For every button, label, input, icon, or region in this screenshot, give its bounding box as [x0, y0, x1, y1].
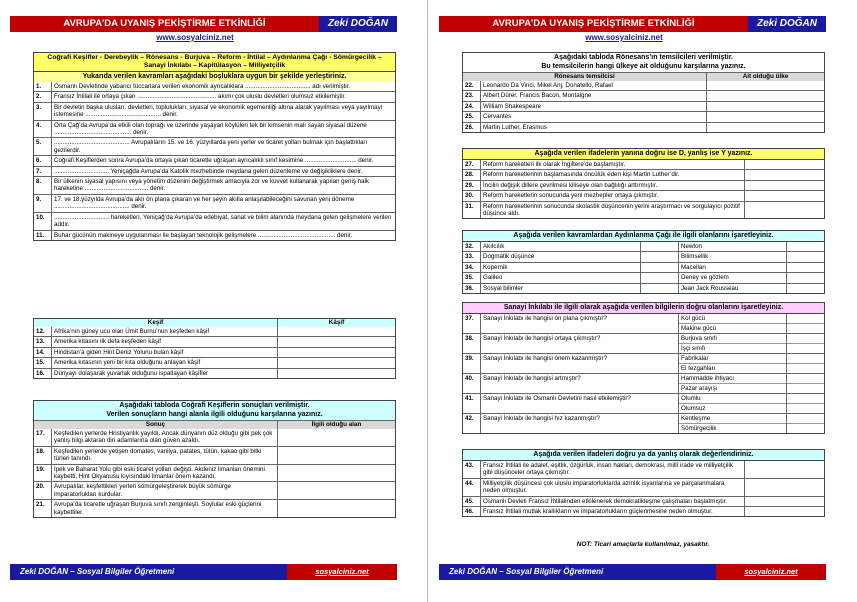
answer-field[interactable] — [277, 447, 395, 464]
option-a: Dogmatik düşünce — [483, 253, 535, 261]
answer-field[interactable] — [277, 337, 395, 346]
option-label: Kol gücü — [679, 314, 786, 324]
question-number: 16. — [34, 369, 52, 378]
question-text: ................................ hareketleri, Yeniçağ’da Avrupa’da edebiyat, sanat ve bilim alanında meydana gelen gelişmelere verilen addır. — [54, 213, 392, 229]
question-number: 26. — [463, 123, 481, 132]
question-number: 19. — [34, 465, 52, 482]
fill-row — [34, 91, 395, 101]
discovery-header — [34, 319, 395, 327]
question-text: Buhar gücünün makineye uygulanması ile başlayan teknolojik gelişmelere ............................................. denir. — [54, 231, 353, 239]
option-label: Pazar arayışı — [681, 385, 718, 392]
industrial-section — [462, 302, 825, 434]
option-checkbox[interactable] — [787, 334, 824, 344]
question-number: 45. — [463, 497, 481, 506]
question-text: Afrika’nın güney ucu olan Ümit Burnu’nun keşfeden kâşif — [54, 328, 210, 335]
option-checkboxes — [786, 314, 824, 333]
question-text: ................................ Yeniçağda Avrupa’da Katolik mezhebinde meydana gelen düzenleme ve değişikliklere denir. — [54, 167, 363, 175]
option-checkbox[interactable] — [787, 344, 824, 353]
footer-link[interactable]: sosyalciniz.net — [287, 564, 397, 580]
option-b: Deney ve gözlem — [678, 273, 786, 282]
option-a: Sosyal bilimler — [483, 284, 523, 292]
industrial-row — [463, 353, 824, 373]
question-number: 25. — [463, 112, 481, 121]
option-b-checkbox[interactable] — [786, 252, 824, 261]
fill-row — [34, 155, 395, 165]
question-number: 24. — [463, 102, 481, 111]
results-title-2: Verilen sonuçların hangi alanla ilgili olduğunu karşılarına yazınız. — [34, 411, 395, 420]
answer-field[interactable] — [706, 102, 824, 111]
question-text: Albert Dürer, Francis Bacon, Montaigne — [483, 92, 592, 100]
question-number: 38. — [463, 334, 481, 353]
renaissance-rows — [463, 81, 824, 132]
option-a-checkbox[interactable] — [640, 263, 678, 272]
question-number: 20. — [34, 482, 52, 499]
fill-rows — [34, 82, 395, 240]
option-a-checkbox[interactable] — [640, 273, 678, 282]
option-a: Galileo — [483, 274, 503, 282]
question-number: 34. — [463, 263, 481, 272]
question-number: 30. — [463, 191, 481, 200]
option-label: Olumlu — [679, 394, 786, 404]
question-number: 10. — [34, 213, 52, 230]
options — [678, 374, 786, 393]
option-checkbox[interactable] — [787, 324, 824, 333]
answer-field[interactable] — [277, 348, 395, 357]
enlightenment-rows — [463, 242, 824, 293]
fill-row — [34, 120, 395, 138]
revolution-rows — [463, 461, 824, 516]
answer-field[interactable] — [706, 81, 824, 90]
question-text: Sanayi İnkılabı ile hangisi ortaya çıkmıştır? — [483, 335, 601, 342]
option-label: Sömürgecilik — [681, 425, 717, 432]
header-author: Zeki DOĞAN — [319, 16, 397, 32]
page-footer — [439, 564, 826, 580]
question-text: Keşfedilen yerlerde Hristiyanlık yayıldı. Ancak dünyanın düz olduğu gibi pek çok yanlış bilgi aktaran din adamlarına olan güven azaldı. — [54, 430, 273, 445]
question-text: İpek ve Baharat Yolu gibi eski ticaret yolları değişti. Akdeniz limanları önemini kaybetti, Hint Okyanusu kıyısındaki limanlar önem kazandı. — [54, 465, 265, 481]
question-number: 7. — [34, 167, 52, 176]
discovery-row — [34, 357, 395, 367]
discovery-row — [34, 347, 395, 357]
answer-field[interactable] — [706, 123, 824, 132]
fill-section — [33, 52, 396, 241]
question-text: Martin Luther, Erasmus — [483, 123, 547, 131]
question-text: Amerika kıtasını ilk defa keşfeden kâşif — [54, 338, 161, 346]
question-text: Dünyayı dolaşarak yuvarlak olduğunu ispatlayan kâşifler — [54, 369, 209, 377]
question-text: Bir ülkenin siyasal yapısını veya yönetim düzenini değiştirmek amacıyla zor ve kuvvet kullanarak yapılan geniş halk hareketine ..................................... denir. — [54, 178, 370, 193]
page-header — [439, 16, 826, 32]
question-number: 43. — [463, 461, 481, 478]
option-checkboxes — [786, 394, 824, 413]
revolution-row — [463, 478, 824, 496]
site-link[interactable]: www.sosyalciniz.net — [156, 33, 234, 42]
option-b-checkbox[interactable] — [786, 242, 824, 251]
option-a: Akılcılık — [483, 243, 505, 250]
option-checkbox[interactable] — [787, 374, 824, 384]
answer-field[interactable] — [744, 160, 824, 169]
question-number: 40. — [463, 374, 481, 393]
enlightenment-row — [463, 272, 824, 282]
answer-field[interactable] — [277, 327, 395, 336]
revolution-row — [463, 506, 824, 516]
option-checkbox[interactable] — [787, 414, 824, 424]
industrial-row — [463, 333, 824, 353]
fill-row — [34, 230, 395, 240]
discovery-row — [34, 336, 395, 346]
answer-field[interactable] — [277, 482, 395, 499]
option-a-checkbox[interactable] — [640, 242, 678, 251]
question-text: ............................................ Avrupalıların 15. ve 16. yüzyıllarda yeni yerler ve ticaret yolları bulmak için başlattıkları gezilerdir. — [54, 139, 368, 154]
left-page — [0, 0, 428, 602]
option-checkbox[interactable] — [787, 364, 824, 373]
renaissance-title-2: Bu temsilcilerin hangi ülkeye ait olduğunu karşılarına yazınız. — [541, 63, 746, 70]
answer-field[interactable] — [744, 479, 824, 496]
options — [678, 314, 786, 333]
question-number: 32. — [463, 242, 481, 251]
fill-row — [34, 212, 395, 230]
option-checkbox[interactable] — [787, 384, 824, 393]
revolution-row — [463, 496, 824, 506]
answer-field[interactable] — [277, 429, 395, 446]
question-number: 14. — [34, 348, 52, 357]
fill-row — [34, 137, 395, 155]
enlightenment-row — [463, 242, 824, 251]
answer-field[interactable] — [277, 358, 395, 367]
question-text: Leonardo Da Vinci, Mikel Anj, Donatello, Rafael — [483, 82, 613, 89]
question-number: 36. — [463, 284, 481, 293]
option-b: Bilimsellik — [678, 252, 786, 261]
option-label: Kentleşme — [679, 414, 786, 424]
usage-note: NOT: Ticari amaçlarla kullanılmaz, yasaktır. — [576, 541, 710, 548]
renaissance-row — [463, 101, 824, 111]
option-checkbox[interactable] — [787, 404, 824, 413]
question-number: 28. — [463, 170, 481, 179]
industrial-row — [463, 413, 824, 433]
fill-row — [34, 82, 395, 91]
question-text: Coğrafi Keşiflerden sonra Avrupa’da ortaya çıkan ticaretle uğraşan ayrıcalıklı sınıf kesimine .............................. denir. — [54, 157, 374, 165]
question-text: Fransız İhtilali ile adalet, eşitlik, özgürlük, insan hakları, demokrasi, millî irade ve milliyetçilik gibi düşünceler ortaya çıkmıştır. — [483, 462, 733, 477]
renaissance-row — [463, 122, 824, 132]
option-a-checkbox[interactable] — [640, 252, 678, 261]
question-number: 8. — [34, 177, 52, 194]
enlightenment-row — [463, 262, 824, 272]
question-number: 35. — [463, 273, 481, 282]
results-title-1: Aşağıdaki tabloda Coğrafi Keşiflerin sonuçları verilmiştir. — [34, 401, 395, 411]
reform-row — [463, 190, 824, 200]
question-text: Sanayi İnkılabı ile hangisi hız kazanmıştır? — [483, 415, 600, 422]
footer-author: Zeki DOĞAN – Sosyal Bilgiler Öğretmeni — [10, 564, 287, 580]
result-row — [34, 446, 395, 464]
question-number: 3. — [34, 103, 52, 120]
option-checkboxes — [786, 354, 824, 373]
question-text: Sanayi İnkılabı ile hangisi ön plana çıkmıştır? — [483, 315, 607, 322]
question-text: Cervantes — [483, 113, 512, 121]
results-section — [33, 400, 396, 518]
question-number: 46. — [463, 507, 481, 516]
result-row — [34, 464, 395, 482]
question-text: Hindistan’a giden Hint Deniz Yolunu bulan kâşif — [54, 348, 184, 356]
question-text: Reform hareketlerinin sonucunda skolastik düşüncenin yerini araştırmacı ve sorgulayıcı pozitif düşünce aldı. — [483, 202, 740, 218]
question-text: Keşfedilen yerlerde yetişen domates, vanilya, patates, tütün, kakao gibi bitki türleri tanındı. — [54, 447, 262, 463]
answer-field[interactable] — [744, 191, 824, 200]
question-number: 18. — [34, 447, 52, 464]
revolution-title: Aşağıda verilen ifadeleri doğru ya da yanlış olarak değerlendiriniz. — [463, 450, 824, 461]
industrial-row — [463, 314, 824, 333]
answer-field[interactable] — [277, 369, 395, 378]
question-text: Fransız İhtilali mutlak krallıkların ve imparatorlukların güçlenmesine neden olmuştur. — [483, 508, 713, 516]
answer-field[interactable] — [277, 465, 395, 482]
option-b: Newton — [678, 242, 786, 251]
renaissance-row — [463, 81, 824, 90]
question-text: Reform hareketlerin sonucunda yeni mezhepler ortaya çıkmıştır. — [483, 192, 659, 200]
renaissance-header — [463, 72, 824, 81]
reform-row — [463, 160, 824, 169]
question-number: 4. — [34, 121, 52, 138]
discovery-section — [33, 318, 396, 379]
question-text: Reform hareketleri ilk olarak İngiltere’de başlamıştır. — [483, 161, 626, 168]
option-b: Jean Jack Rousseau — [678, 284, 786, 293]
options — [678, 334, 786, 353]
footer-link[interactable]: sosyalciniz.net — [716, 564, 826, 580]
page-header — [10, 16, 397, 32]
question-text: Amerika kıtasının yeni bir kıta olduğunu anlayan kâşif — [54, 359, 201, 367]
discovery-row — [34, 327, 395, 336]
site-link[interactable]: www.sosyalciniz.net — [585, 33, 663, 42]
reform-row — [463, 169, 824, 179]
question-text: Sanayi İnkılabı ile Osmanlı Devletini nasıl etkilemiştir? — [483, 395, 631, 402]
fill-row — [34, 176, 395, 194]
option-checkboxes — [786, 414, 824, 433]
right-page — [429, 0, 857, 602]
question-number: 2. — [34, 92, 52, 101]
option-checkboxes — [786, 374, 824, 393]
option-label: Burjuva sınıfı — [679, 334, 786, 344]
results-header — [34, 420, 395, 429]
renaissance-col-temsilci: Rönesans temsilcisi — [554, 73, 615, 80]
option-checkbox[interactable] — [787, 424, 824, 433]
question-text: Fransız İhtilali ile ortaya çıkan .............................................. akımı çok uluslu devletleri olumsuz etkilemiştir. — [54, 93, 346, 101]
result-row — [34, 499, 395, 517]
discovery-col-keşif: Keşif — [147, 319, 164, 326]
revolution-row — [463, 461, 824, 478]
question-number: 13. — [34, 337, 52, 346]
answer-field[interactable] — [744, 461, 824, 478]
question-number: 1. — [34, 82, 52, 91]
answer-field[interactable] — [744, 202, 824, 219]
header-title: AVRUPA’DA UYANIŞ PEKİŞTİRME ETKİNLİĞİ — [439, 16, 748, 32]
question-number: 41. — [463, 394, 481, 413]
results-col-sonuc: Sonuç — [145, 421, 166, 428]
reform-row — [463, 180, 824, 190]
question-number: 6. — [34, 156, 52, 165]
reform-rows — [463, 160, 824, 218]
question-text: Orta Çağ’da Avrupa’da etkili olan toprağı ve üzerinde yaşayan köylüleri tek bir kimsenin malı sayan siyasal düzene ............................................. denir. — [54, 121, 367, 137]
enlightenment-section — [462, 230, 825, 294]
option-label: Olumsuz — [681, 405, 706, 412]
question-text: Bir devletin başka ulusları, devletleri, toplulukları, siyasal ve ekonomik egemenliği altına alarak yayılması veya yayılmayı istemesine ............................................ denir. — [54, 103, 383, 119]
option-b-checkbox[interactable] — [786, 263, 824, 272]
question-text: Osmanlı Devletinde yabancı tüccarlara verilen ekonomik ayrıcalıklara ...................................... adı verilmiştir. — [54, 83, 351, 90]
header-author: Zeki DOĞAN — [748, 16, 826, 32]
reform-section — [462, 148, 825, 219]
option-checkbox[interactable] — [787, 394, 824, 404]
enlightenment-row — [463, 283, 824, 293]
reform-row — [463, 201, 824, 219]
question-text: William Shakespeare — [483, 102, 542, 110]
question-text: İncilin değişik dillere çevrilmesi kiliseye olan bağlılığı arttırmıştır. — [483, 181, 658, 189]
industrial-row — [463, 393, 824, 413]
question-number: 12. — [34, 327, 52, 336]
reform-title: Aşağıda verilen ifadelerin yanına doğru ise D, yanlış ise Y yazınız. — [463, 149, 824, 160]
question-number: 27. — [463, 160, 481, 169]
question-number: 42. — [463, 414, 481, 433]
answer-field[interactable] — [706, 91, 824, 100]
discovery-row — [34, 368, 395, 378]
revolution-section — [462, 449, 825, 517]
option-checkbox[interactable] — [787, 314, 824, 324]
header-title: AVRUPA’DA UYANIŞ PEKİŞTİRME ETKİNLİĞİ — [10, 16, 319, 32]
answer-field[interactable] — [744, 181, 824, 190]
option-label: Makine gücü — [681, 325, 717, 332]
question-number: 29. — [463, 181, 481, 190]
question-number: 23. — [463, 91, 481, 100]
option-b-checkbox[interactable] — [786, 273, 824, 282]
concept-list: Coğrafi Keşifler - Derebeylik – Rönesans - Burjuva – Reform - İhtilal – Aydınlanma Çağı - Sömürgecilik – Sanayi İnkılabı – Kapitülasyon – Milliyetçilik — [34, 53, 395, 72]
question-number: 21. — [34, 500, 52, 517]
industrial-rows — [463, 314, 824, 433]
question-number: 39. — [463, 354, 481, 373]
industrial-row — [463, 373, 824, 393]
question-text: 17. ve 18.yüzyılda Avrupa’da aklı ön plana çıkaran ve her şeyin akılla anlaşılabileceğini savunan yeni döneme ............................................ denir. — [54, 195, 355, 211]
options — [678, 394, 786, 413]
renaissance-row — [463, 111, 824, 121]
renaissance-title-1: Aşağıdaki tabloda Rönesans’ın temsilcileri verilmiştir. — [554, 54, 733, 61]
option-label: Fabrikalar — [679, 354, 786, 364]
option-label: İşçi sınıfı — [681, 345, 706, 352]
answer-field[interactable] — [706, 112, 824, 121]
question-number: 15. — [34, 358, 52, 367]
option-a-checkbox[interactable] — [640, 284, 678, 293]
question-number: 44. — [463, 479, 481, 496]
option-a: Kopernik — [483, 263, 508, 271]
question-number: 5. — [34, 138, 52, 155]
fill-row — [34, 102, 395, 120]
result-row — [34, 429, 395, 446]
answer-field[interactable] — [277, 500, 395, 517]
option-checkbox[interactable] — [787, 354, 824, 364]
answer-field[interactable] — [744, 497, 824, 506]
question-text: Sanayi İnkılabı ile hangisi artmıştır? — [483, 375, 581, 382]
question-number: 11. — [34, 231, 52, 240]
question-number: 17. — [34, 429, 52, 446]
fill-title: Yukarıda verilen kavramları aşağıdaki boşluklara uygun bir şekilde yerleştiriniz. — [34, 72, 395, 82]
renaissance-row — [463, 90, 824, 100]
industrial-title: Sanayi İnkılabı ile ilgili olarak aşağıda verilen bilgilerin doğru olanlarını işaretleyiniz. — [463, 303, 824, 314]
answer-field[interactable] — [744, 507, 824, 516]
fill-row — [34, 194, 395, 212]
option-label: El tezgahları — [681, 365, 716, 372]
renaissance-col-ulke: Ait olduğu ülke — [706, 73, 824, 81]
option-b: Macellan — [678, 263, 786, 272]
option-b-checkbox[interactable] — [786, 284, 824, 293]
renaissance-section — [462, 52, 825, 133]
discovery-rows — [34, 327, 395, 378]
option-label: Hammadde ihtiyacı — [679, 374, 786, 384]
fill-row — [34, 166, 395, 176]
question-number: 22. — [463, 81, 481, 90]
results-col-alan: İlgili olduğu alan — [277, 421, 395, 429]
question-text: Avrupalılar, keşfettikleri yerleri sömürgeleştirerek büyük sömürge imparatorlukları kurdular. — [54, 483, 231, 498]
options — [678, 354, 786, 373]
answer-field[interactable] — [744, 170, 824, 179]
result-row — [34, 481, 395, 499]
option-checkboxes — [786, 334, 824, 353]
question-text: Reform hareketlerinin başlamasında öncülük eden kişi Martin Luther’dir. — [483, 171, 680, 179]
question-text: Avrupa’da ticaretle uğraşan Burjuva sınıfı zenginleşti. Soylular eski güçlerini kaybettiler. — [54, 501, 262, 516]
options — [678, 414, 786, 433]
results-rows — [34, 429, 395, 517]
question-number: 9. — [34, 195, 52, 212]
enlightenment-title: Aşağıda verilen kavramlardan Aydınlanma Çağı ile ilgili olanlarını işaretleyiniz. — [463, 231, 824, 242]
question-number: 37. — [463, 314, 481, 333]
discovery-col-kaşif: Kâşif — [277, 319, 395, 327]
page-footer — [10, 564, 397, 580]
question-number: 31. — [463, 202, 481, 219]
question-text: Sanayi İnkılabı ile hangisi önem kazanmıştır? — [483, 355, 608, 362]
footer-author: Zeki DOĞAN – Sosyal Bilgiler Öğretmeni — [439, 564, 716, 580]
question-text: Milliyetçilik düşüncesi çok uluslu imparatorluklarda azınlık isyanlarına ve parçalanmalara neden olmuştur. — [483, 479, 725, 495]
question-text: Osmanlı Devleti Fransız İhtilalinden etkilenerek demokratikleşme çalışmaları başlatmıştır. — [483, 497, 728, 505]
question-number: 33. — [463, 252, 481, 261]
enlightenment-row — [463, 251, 824, 261]
